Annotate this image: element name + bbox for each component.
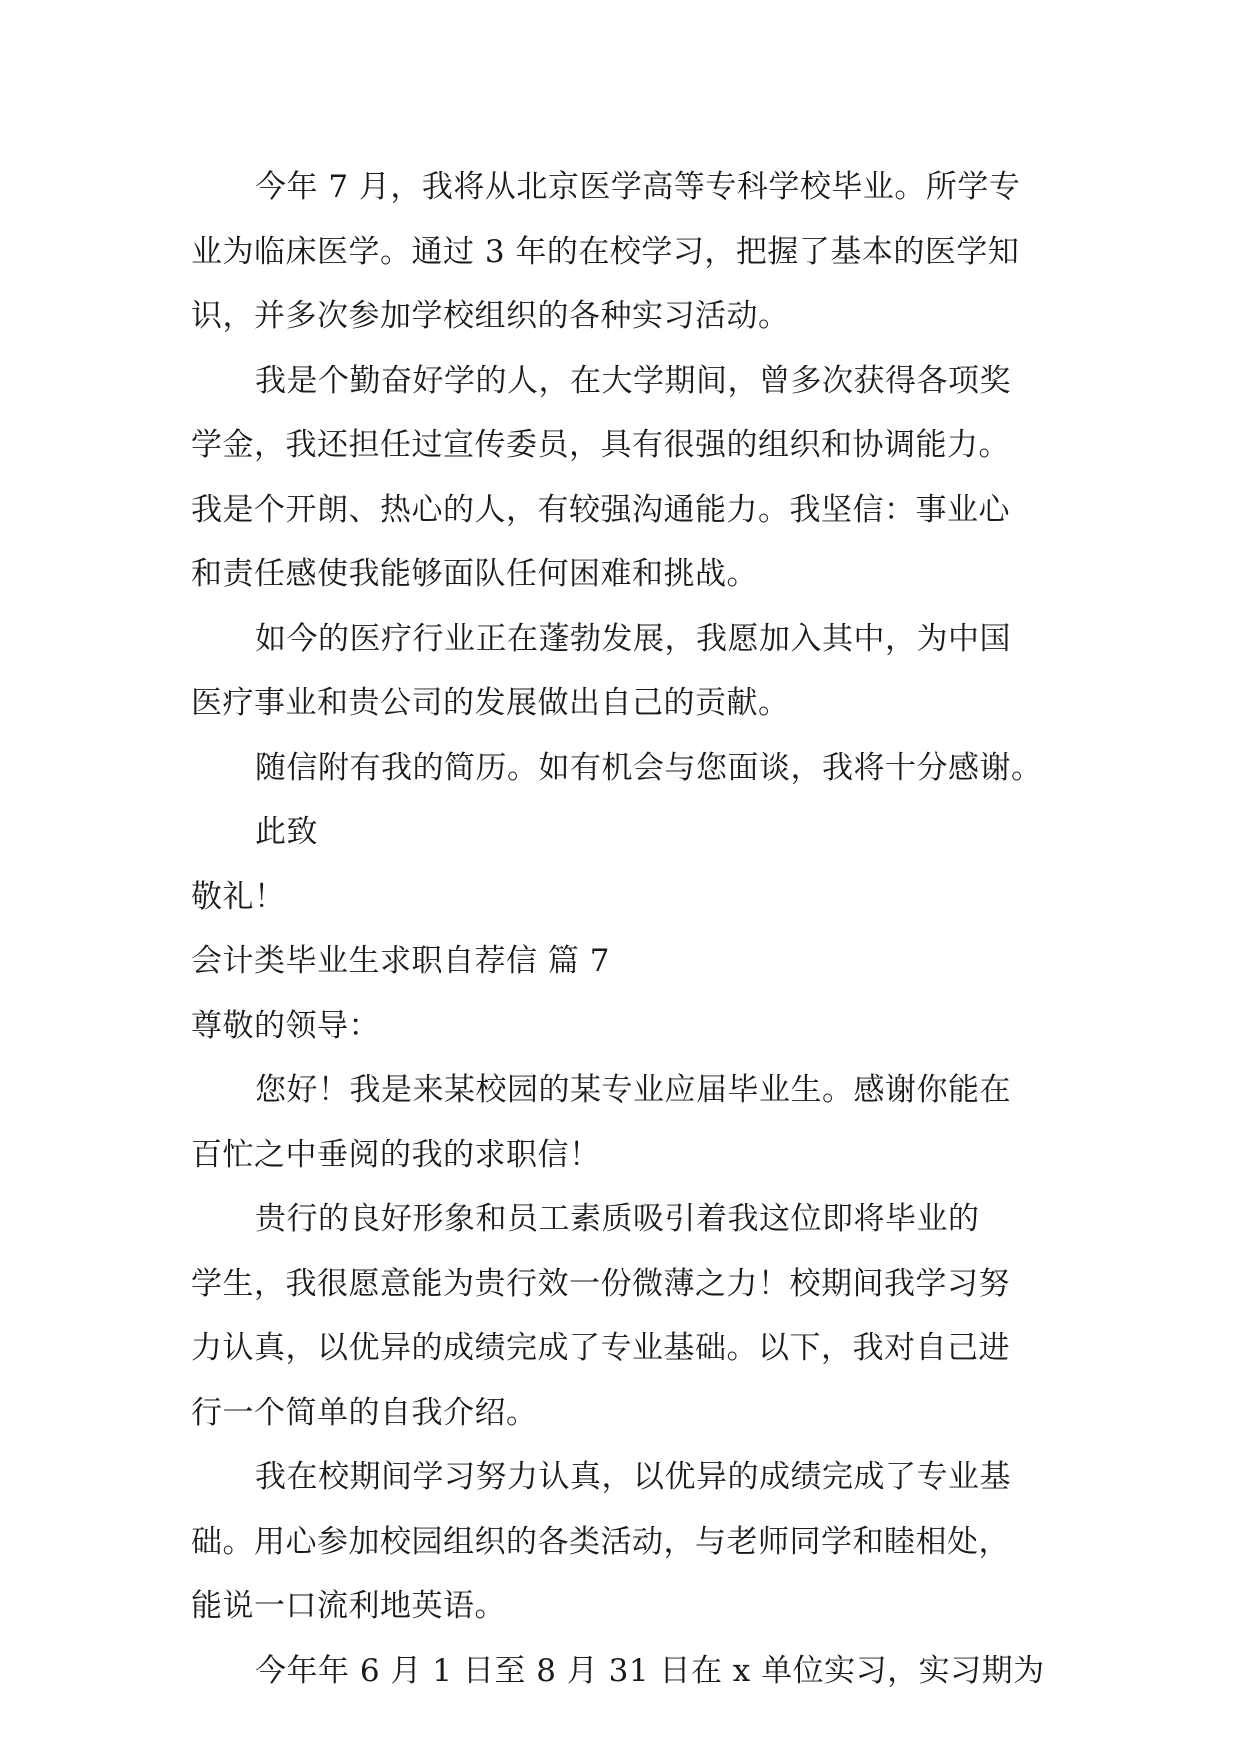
paragraph-line: 行一个简单的自我介绍。 <box>191 1394 538 1431</box>
paragraph-line: 我是个开朗、热心的人，有较强沟通能力。我坚信：事业心 <box>191 491 1010 528</box>
paragraph-line: 学生，我很愿意能为贵行效一份微薄之力！校期间我学习努 <box>191 1265 1010 1302</box>
paragraph-line: 能说一口流利地英语。 <box>191 1588 506 1624</box>
paragraph-line: 学金，我还担任过宣传委员，具有很强的组织和协调能力。 <box>191 427 1010 463</box>
paragraph-line: 力认真，以优异的成绩完成了专业基础。以下，我对自己进 <box>191 1330 1010 1366</box>
section-title: 会计类毕业生求职自荐信 篇 7 <box>191 943 610 979</box>
greeting-line: 尊敬的领导： <box>191 1007 380 1044</box>
paragraph-line: 如今的医疗行业正在蓬勃发展，我愿加入其中，为中国 <box>255 620 1011 657</box>
paragraph-line: 医疗事业和贵公司的发展做出自己的贡献。 <box>191 685 790 721</box>
salutation-line: 敬礼！ <box>191 878 286 915</box>
document-body <box>191 155 1051 1703</box>
paragraph-line: 业为临床医学。通过 3 年的在校学习，把握了基本的医学知 <box>191 233 1020 270</box>
paragraph-line: 随信附有我的简历。如有机会与您面谈，我将十分感谢。 <box>255 749 1043 786</box>
paragraph-line: 和责任感使我能够面队任何困难和挑战。 <box>191 556 758 592</box>
paragraph-line: 贵行的良好形象和员工素质吸引着我这位即将毕业的 <box>255 1201 980 1237</box>
paragraph-line: 今年年 6 月 1 日至 8 月 31 日在 x 单位实习，实习期为 <box>255 1652 1045 1689</box>
paragraph-line: 我是个勤奋好学的人，在大学期间，曾多次获得各项奖 <box>255 362 1011 399</box>
paragraph-line: 百忙之中垂阅的我的求职信！ <box>191 1136 601 1173</box>
paragraph-line: 您好！我是来某校园的某专业应届毕业生。感谢你能在 <box>255 1072 1011 1108</box>
paragraph-line: 识，并多次参加学校组织的各种实习活动。 <box>191 298 790 334</box>
paragraph-line: 今年 7 月，我将从北京医学高等专科学校毕业。所学专 <box>255 169 1021 205</box>
paragraph-line: 我在校期间学习努力认真，以优异的成绩完成了专业基 <box>255 1459 1011 1495</box>
closing-line: 此致 <box>255 814 318 850</box>
paragraph-line: 础。用心参加校园组织的各类活动，与老师同学和睦相处， <box>191 1523 1010 1560</box>
